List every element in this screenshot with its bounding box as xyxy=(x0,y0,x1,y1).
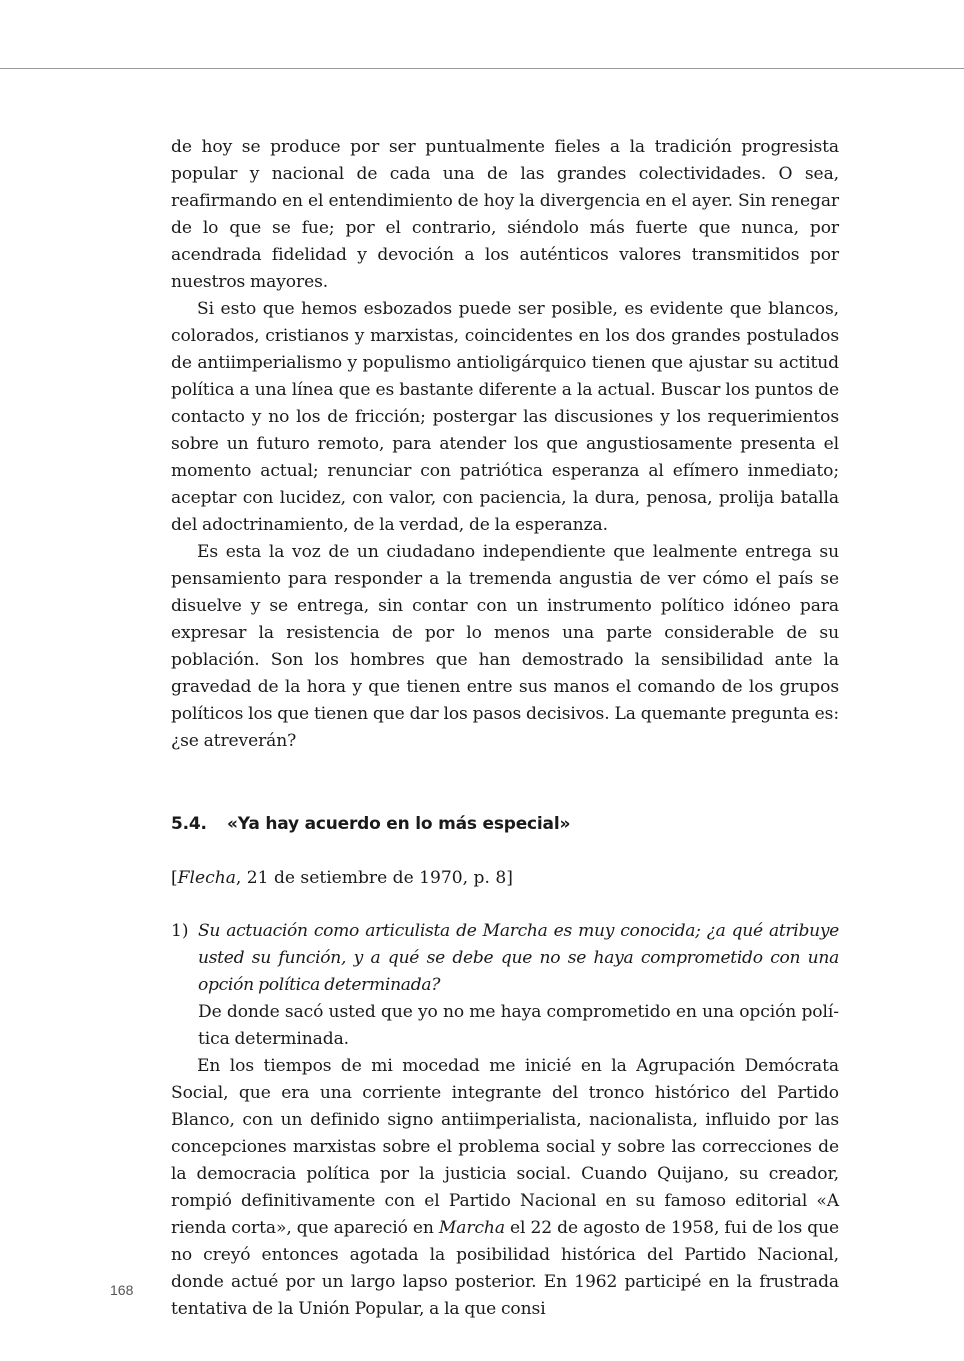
paragraph-ideas: Si esto que hemos esbozados puede ser posible, es evidente que blancos, colorados, cristianos y marxistas, coincidentes en los dos grandes postulados de antiimperialismo y populismo antioligárquico tienen que ajustar su actitud política a una línea que es bastante diferente a la actual. Buscar los puntos de contacto y no los de fricción; postergar las discusiones y los requerimientos sobre un futuro remoto, para atender los que angustiosamente presenta el momento actual; renunciar con patriótica esperanza al efímero inmediato; aceptar con lucidez, con valor, con paciencia, la dura, penosa, prolija batalla del adoctrinamiento, de la verdad, de la esperanza. xyxy=(171,299,839,535)
page-body xyxy=(171,134,839,1323)
question-text: Su actuación como articulista de Marcha es muy conocida; ¿a qué atribuye usted su función, y a qué se debe que no se haya comprometido con una opción política determinada? xyxy=(198,921,839,995)
question-number: 1) xyxy=(171,921,189,941)
paragraph-voice: Es esta la voz de un ciudadano independiente que lealmente entrega su pensamiento para responder a la tremenda angustia de ver cómo el país se disuelve y se entrega, sin contar con un instrumento político idóneo para expresar la resistencia de por lo menos una parte considerable de su población. Son los hombres que han demostrado la sensibilidad ante la gravedad de la hora y que tienen entre sus manos el comando de los grupos políticos los que tienen que dar los pasos decisivos. La quemante pregunta es: ¿se atreverán? xyxy=(171,542,839,751)
section-heading xyxy=(171,809,839,839)
source-citation: [Flecha, 21 de setiembre de 1970, p. 8] xyxy=(171,868,513,888)
paragraph-continuation: de hoy se produce por ser puntualmente fieles a la tradición progresista popular y nacional de cada una de las grandes colectividades. O sea, reafirmando en el entendimiento de hoy la divergencia en el ayer. Sin renegar de lo que se fue; por el contrario, siéndolo más fuerte que nunca, por acendrada fidelidad y devoción a los auténticos valores transmitidos por nuestros mayores. xyxy=(171,137,839,292)
publication-marcha: Marcha xyxy=(438,1218,505,1238)
answer-paragraph-2: En los tiempos de mi mocedad me inicié en la Agrupación Demócrata Social, que era una corriente integrante del tronco histórico del Partido Blanco, con un definido signo antiimperialista, nacionalista, influido por las concepciones marxistas sobre el problema social y sobre las correcciones de la democracia política por la justicia social. Cuando Quijano, su creador, rompió definitivamente con el Partido Nacional en su famoso editorial «A rienda corta», que apareció en Marcha el 22 de agosto de 1958, fui de los que no creyó entonces agotada la posibilidad histórica del Partido Nacional, donde actué por un largo lapso posterior. En 1962 participé en la frustrada tentativa de la Unión Popular, a la que consi xyxy=(171,1056,840,1319)
source-publication: Flecha xyxy=(177,868,236,888)
answer-block xyxy=(198,999,839,1053)
section-number: 5.4. xyxy=(171,814,207,834)
question-item xyxy=(171,918,839,999)
answer-paragraph-1: De donde sacó usted que yo no me haya comprometido en una opción política determinada. xyxy=(198,1002,839,1049)
section-title: «Ya hay acuerdo en lo más especial» xyxy=(227,814,571,834)
page-number: 168 xyxy=(110,1282,134,1298)
header-rule xyxy=(0,68,964,69)
